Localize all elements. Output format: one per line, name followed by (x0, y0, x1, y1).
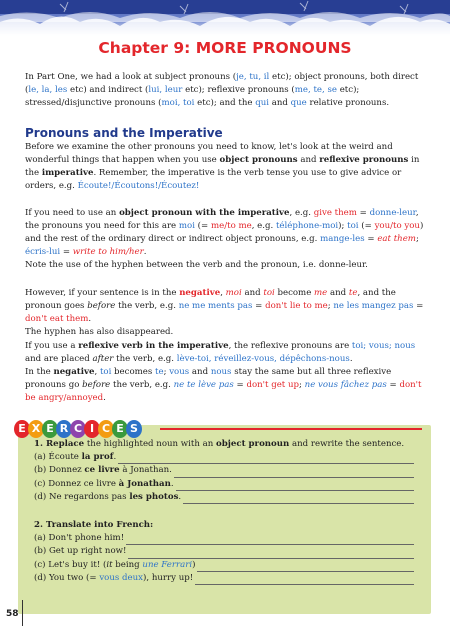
exercise-1d: (d) Ne regardons pas les photos. (34, 491, 414, 504)
imperative-intro-paragraph: Before we examine the other pronouns you need to know, let's look at the weird and wonderful things that happen when you use object pronouns and reflexive pronouns in the imperative. Remember, the imperative is the verb tense you use to give advice or orders, e.g. Écoute!/Écoutons!/Écoutez! (25, 142, 420, 191)
exercises-badge-letter: E (112, 420, 128, 438)
section-heading: Pronouns and the Imperative (25, 126, 223, 140)
answer-line-2a[interactable] (126, 536, 414, 545)
chapter-title: Chapter 9: MORE PRONOUNS (98, 39, 352, 57)
exercise-1 (34, 438, 414, 504)
page-number: 58 (6, 609, 19, 619)
exercises-badge-letter: C (70, 420, 86, 438)
top-banner (0, 0, 450, 36)
banner-pattern (0, 0, 450, 36)
reflexive-paragraph: If you use a reflexive verb in the imperative, the reflexive pronouns are toi; vous; nous and are placed after the verb, e.g. lève-toi, réveillez-vous, dépêchons-nous. In the negative, toi becomes te; vous and nous stay the same but all three reflexive pronouns go before the verb, e.g. ne te lève pas = don't get up; ne vous fâchez pas = don't be angry/annoyed. (25, 341, 422, 403)
answer-line-1c[interactable] (176, 482, 414, 491)
exercises-badge (14, 417, 174, 439)
answer-line-2d[interactable] (195, 576, 414, 585)
exercises-badge-letter: E (14, 420, 30, 438)
exercises-badge-letter: I (84, 420, 100, 438)
object-pronoun-paragraph: If you need to use an object pronoun with the imperative, e.g. give them = donne-leur, the pronouns you need for this are moi (= me/to me, e.g. téléphone-moi); toi (= you/to you) and the rest of the ordinary direct or indirect object pronouns, e.g. mange-les = eat them; écris-lui = write to him/her. Note the use of the hyphen between the verb and the pronoun, i.e. donne-leur. (25, 208, 424, 270)
exercise-2c: (c) Let's buy it! (it being une Ferrari) (34, 559, 414, 572)
negative-paragraph: However, if your sentence is in the negative, moi and toi become me and te, and the pronoun goes before the verb, e.g. ne me ments pas = don't lie to me; ne les mangez pas = don't eat them. The hyphen has also disappeared. (25, 288, 424, 337)
answer-line-1a[interactable] (118, 455, 414, 464)
exercise-2 (34, 519, 414, 585)
answer-line-2c[interactable] (197, 563, 414, 572)
page-number-rule (22, 600, 23, 626)
exercise-1b: (b) Donnez ce livre à Jonathan. (34, 464, 414, 477)
exercises-badge-letter: C (98, 420, 114, 438)
exercises-badge-letter: X (28, 420, 44, 438)
answer-line-2b[interactable] (128, 550, 414, 559)
answer-line-1d[interactable] (183, 495, 414, 504)
exercises-badge-letter: E (42, 420, 58, 438)
answer-line-1b[interactable] (174, 469, 414, 478)
exercises-badge-letter: S (126, 420, 142, 438)
intro-paragraph: In Part One, we had a look at subject pronouns (je, tu, il etc); object pronouns, both direct (le, la, les etc) and indirect (lui, leur etc); reflexive pronouns (me, te, se etc); stressed/disjunctive pronouns (moi, toi etc); and the qui and que relative pronouns. (25, 72, 419, 108)
exercise-2d: (d) You two (= vous deux), hurry up! (34, 572, 414, 585)
exercise-2-instruction: 2. Translate into French: (34, 520, 154, 530)
exercises-divider (160, 428, 422, 430)
exercise-2a: (a) Don't phone him! (34, 532, 414, 545)
exercise-2b: (b) Get up right now! (34, 545, 414, 558)
exercise-1-instruction: 1. Replace the highlighted noun with an object pronoun and rewrite the sentence. (34, 439, 405, 449)
exercise-1a: (a) Écoute la prof. (34, 451, 414, 464)
exercises-badge-letter: R (56, 420, 72, 438)
exercise-1c: (c) Donnez ce livre à Jonathan. (34, 478, 414, 491)
